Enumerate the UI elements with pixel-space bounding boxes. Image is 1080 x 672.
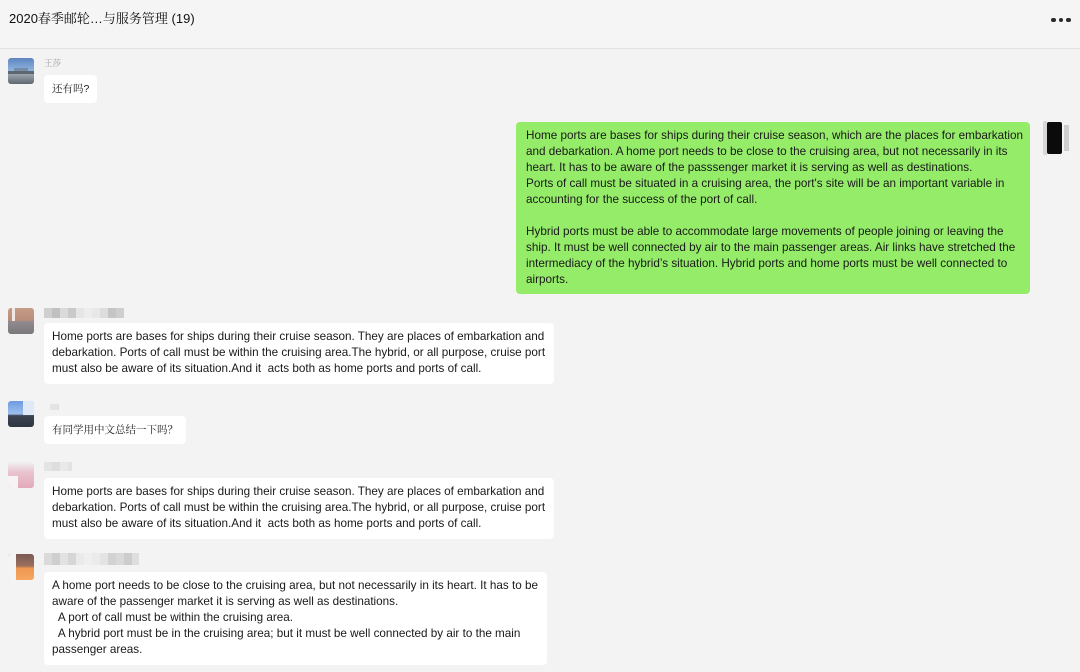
message-text: Ports of call must be situated in a cruising area, the port's site will be an important variable in: [526, 177, 1005, 190]
message-bubble[interactable]: [44, 416, 186, 444]
message-text: aware of the passenger market it is serving as well as destinations.: [52, 595, 399, 608]
message-bubble[interactable]: [44, 572, 547, 665]
message-bubble[interactable]: [44, 75, 97, 103]
sender-name: 王莎: [44, 58, 62, 68]
sender-name-pixelated: [44, 308, 124, 318]
avatar[interactable]: [1043, 121, 1070, 155]
message-text: 有同学用中文总结一下吗？: [52, 424, 178, 436]
message-text: Home ports are bases for ships during their cruise season, which are the places for embarkation: [526, 129, 1023, 142]
message-text: Home ports are bases for ships during their cruise season. They are places of embarkation and: [52, 485, 545, 498]
message-list[interactable]: [0, 49, 1080, 672]
sender-name-pixelated: [50, 404, 59, 410]
sender-name-pixelated: [44, 553, 139, 565]
message-text: accounting for the success of the port of call.: [526, 193, 758, 206]
avatar[interactable]: [8, 554, 34, 580]
avatar[interactable]: [8, 401, 34, 427]
chat-title[interactable]: 2020春季邮轮…与服务管理 (19): [9, 11, 195, 26]
message-text: heart. It has to be aware of the passsenger market it is serving as well as destinations.: [526, 161, 973, 174]
message-text: must also be aware of its situation.And it acts both as home ports and ports of call.: [52, 517, 482, 530]
message-bubble-self[interactable]: [516, 122, 1030, 294]
message-text: and debarkation. A home port needs to be close to the cruising area, but not necessarily in its: [526, 145, 1008, 158]
avatar[interactable]: [8, 58, 34, 84]
message-text: ship. It must be well connected by air to the main passenger areas. Air links have stretched the: [526, 241, 1016, 254]
message-text: debarkation. Ports of call must be within the cruising area.The hybrid, or all purpose, cruise port: [52, 346, 546, 359]
sender-name-pixelated: [44, 462, 72, 471]
avatar[interactable]: [8, 462, 34, 488]
message-bubble[interactable]: [44, 323, 554, 384]
message-text: A home port needs to be close to the cruising area, but not necessarily in its heart. It has to be: [52, 579, 538, 592]
message-text: Hybrid ports must be able to accommodate large movements of people joining or leaving the: [526, 225, 1004, 238]
avatar[interactable]: [8, 308, 34, 334]
message-text: intermediacy of the hybrid’s situation. Hybrid ports and home ports must be well connected to: [526, 257, 1008, 270]
message-text: debarkation. Ports of call must be within the cruising area.The hybrid, or all purpose, cruise port: [52, 501, 546, 514]
message-bubble[interactable]: [44, 478, 554, 539]
chat-header: [0, 0, 1080, 49]
message-text: Home ports are bases for ships during their cruise season. They are places of embarkation and: [52, 330, 545, 343]
message-text: must also be aware of its situation.And it acts both as home ports and ports of call.: [52, 362, 482, 375]
message-text: A hybrid port must be in the cruising area; but it must be well connected by air to the main: [52, 627, 521, 640]
message-text: airports.: [526, 273, 569, 286]
message-text: 还有吗?: [52, 83, 90, 95]
message-text: passenger areas.: [52, 643, 143, 656]
message-text: A port of call must be within the cruising area.: [52, 611, 294, 624]
paragraph-gap: [526, 208, 1023, 224]
more-icon[interactable]: [1051, 17, 1073, 23]
